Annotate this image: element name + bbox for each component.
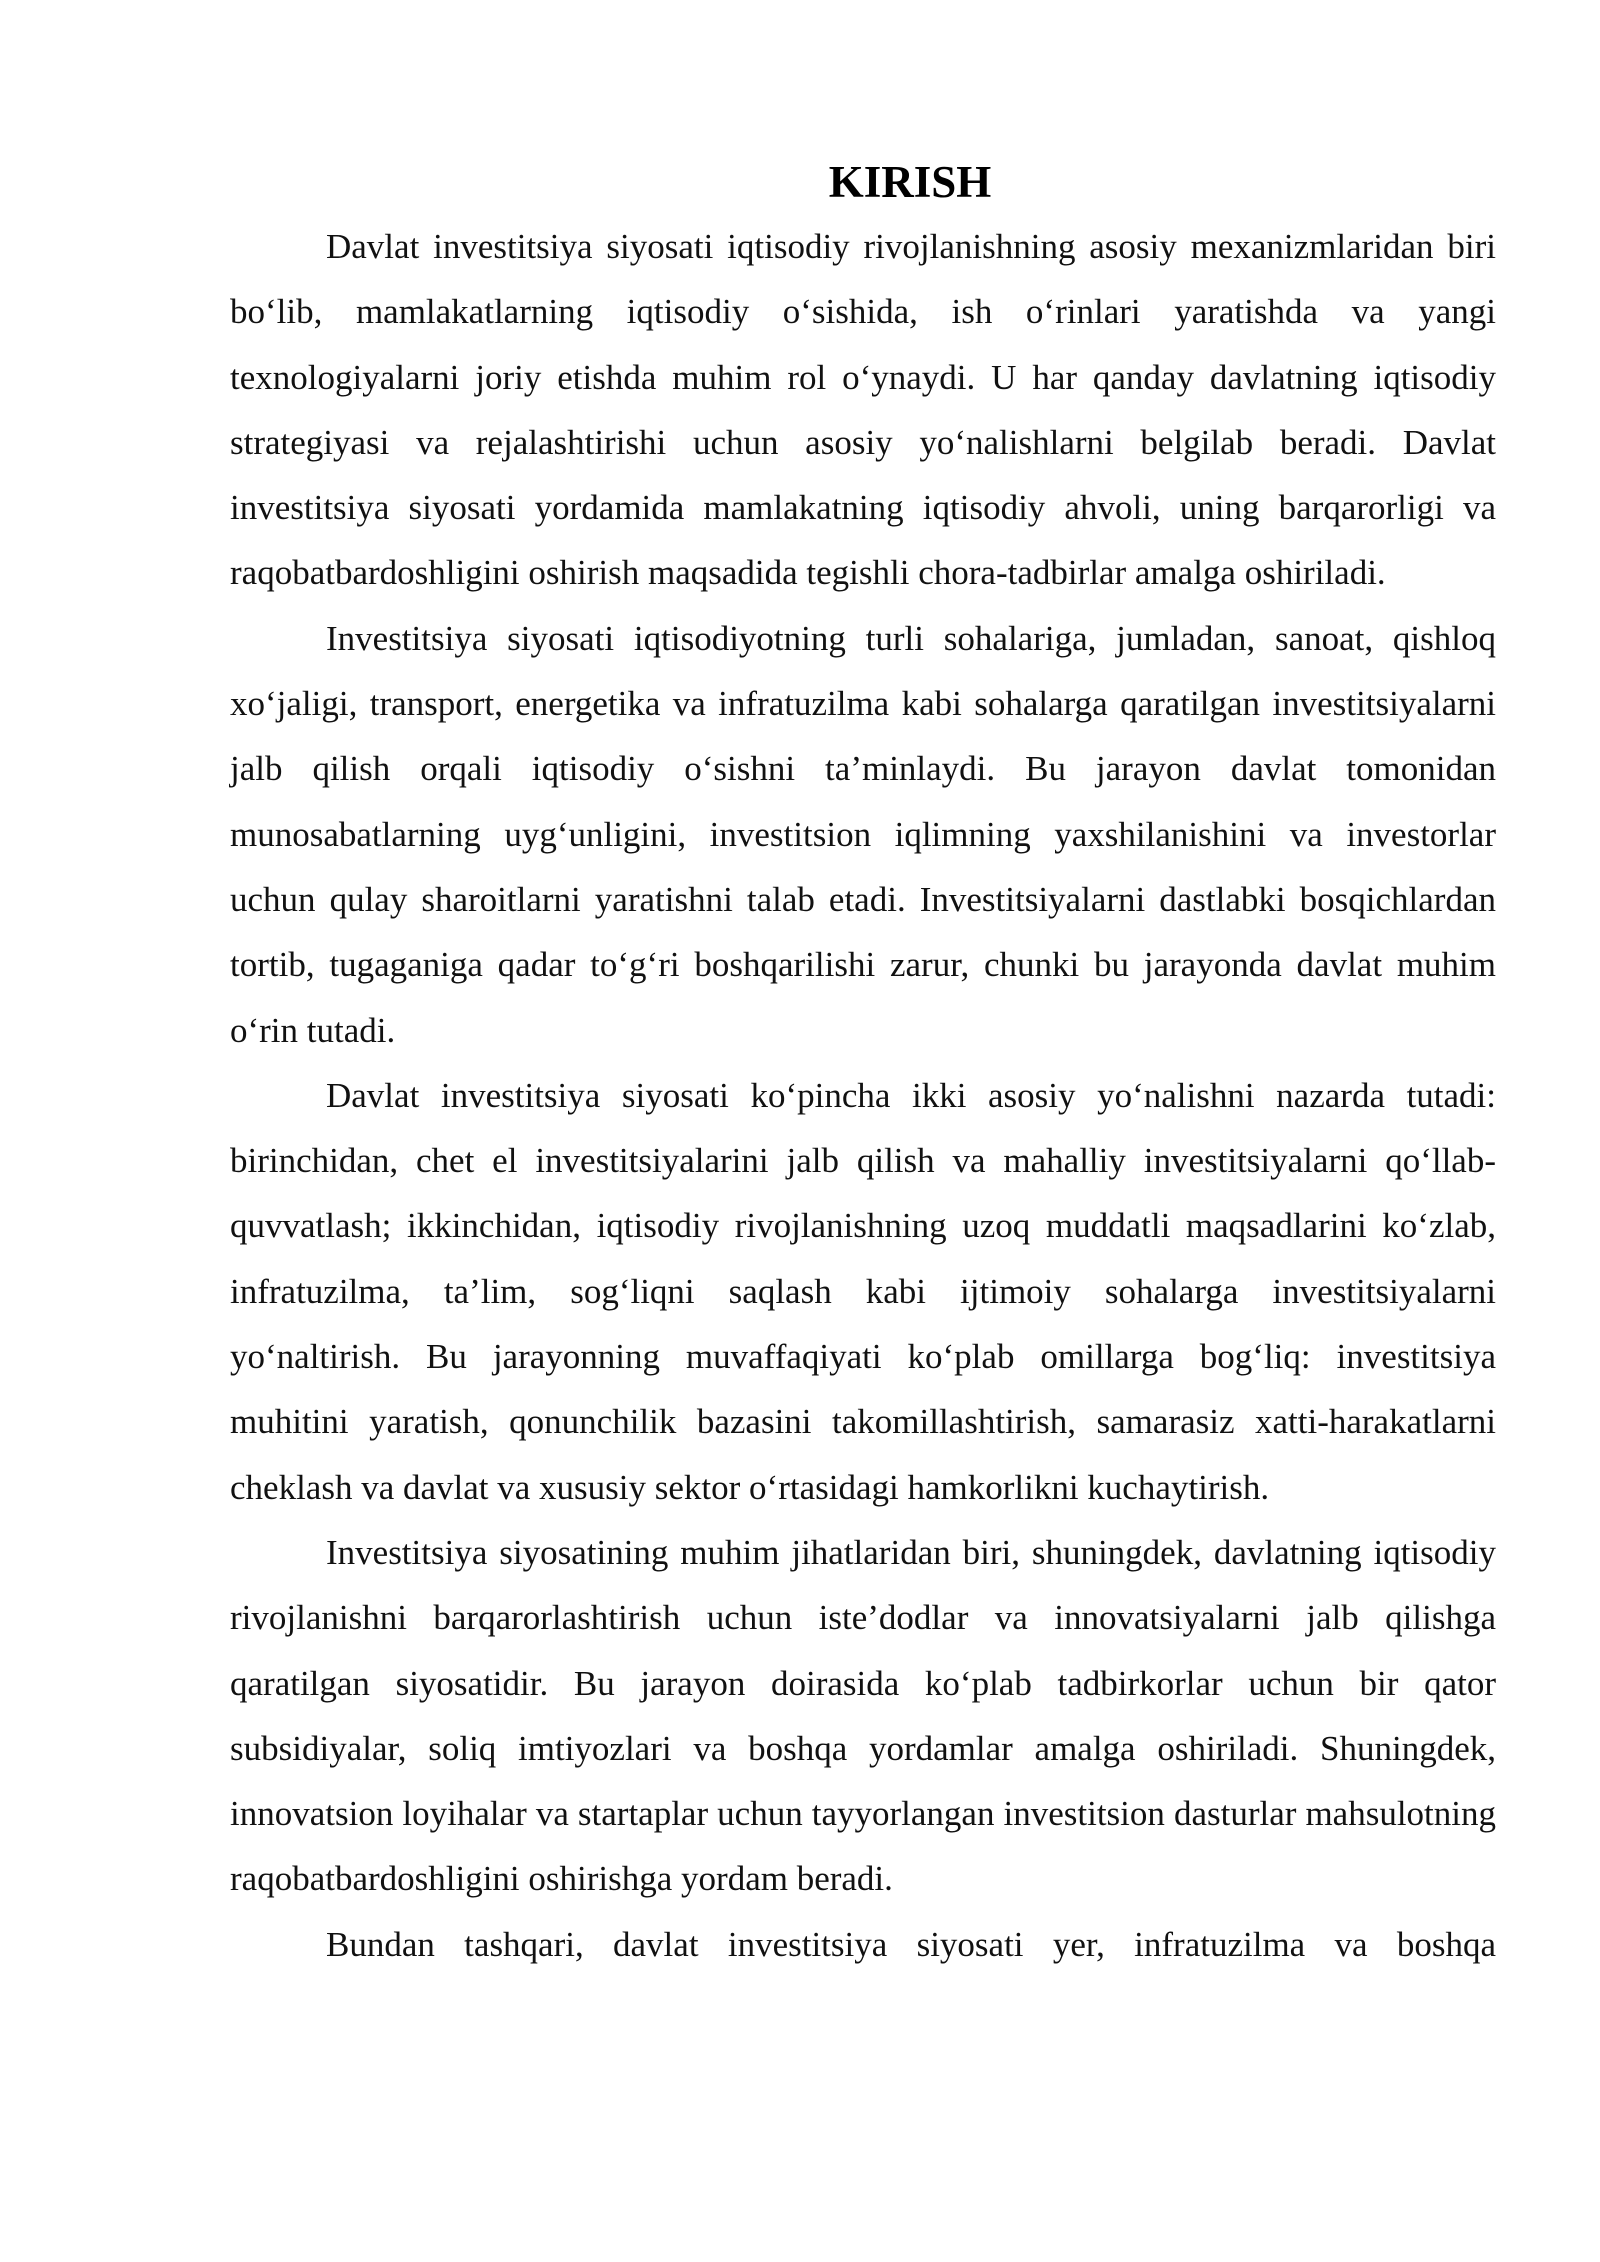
paragraph-5: Bundan tashqari, davlat investitsiya siyosati yer, infratuzilma va boshqa <box>326 1924 1496 1964</box>
paragraph-1: Davlat investitsiya siyosati iqtisodiy rivojlanishning asosiy mexanizmlaridan biri bo‘lib, mamlakatlarning iqtisodiy o‘sishida, ish o‘rinlari yaratishda va yangi texnologiyalarni joriy etishda muhim rol o‘ynaydi. U har qanday davlatning iqtisodiy strategiyasi va rejalashtirishi uchun asosiy yo‘nalishlarni belgilab beradi. Davlat investitsiya siyosati yordamida mamlakatning iqtisodiy ahvoli, uning barqarorligi va raqobatbardoshligini oshirish maqsadida tegishli chora-tadbirlar amalga oshiriladi. <box>230 227 1496 593</box>
document-title: KIRISH <box>828 157 992 207</box>
paragraph-3: Davlat investitsiya siyosati ko‘pincha ikki asosiy yo‘nalishni nazarda tutadi: birinchidan, chet el investitsiyalarini jalb qilish va mahalliy investitsiyalarni qo‘llab-quvvatlash; ikkinchidan, iqtisodiy rivojlanishning uzoq muddatli maqsadlarini ko‘zlab, infratuzilma, ta’lim, sog‘liqni saqlash kabi ijtimoiy sohalarga investitsiyalarni yo‘naltirish. Bu jarayonning muvaffaqiyati ko‘plab omillarga bog‘liq: investitsiya muhitini yaratish, qonunchilik bazasini takomillashtirish, samarasiz xatti-harakatlarni cheklash va davlat va xususiy sektor o‘rtasidagi hamkorlikni kuchaytirish. <box>230 1075 1496 1507</box>
paragraph-4: Investitsiya siyosatining muhim jihatlaridan biri, shuningdek, davlatning iqtisodiy rivojlanishni barqarorlashtirish uchun iste’dodlar va innovatsiyalarni jalb qilishga qaratilgan siyosatidir. Bu jarayon doirasida ko‘plab tadbirkorlar uchun bir qator subsidiyalar, soliq imtiyozlari va boshqa yordamlar amalga oshiriladi. Shuningdek, innovatsion loyihalar va startaplar uchun tayyorlangan investitsion dasturlar mahsulotning raqobatbardoshligini oshirishga yordam beradi. <box>230 1532 1496 1899</box>
paragraph-2: Investitsiya siyosati iqtisodiyotning turli sohalariga, jumladan, sanoat, qishloq xo‘jaligi, transport, energetika va infratuzilma kabi sohalarga qaratilgan investitsiyalarni jalb qilish orqali iqtisodiy o‘sishni ta’minlaydi. Bu jarayon davlat tomonidan munosabatlarning uyg‘unligini, investitsion iqlimning yaxshilanishini va investorlar uchun qulay sharoitlarni yaratishni talab etadi. Investitsiyalarni dastlabki bosqichlardan tortib, tugaganiga qadar to‘g‘ri boshqarilishi zarur, chunki bu jarayonda davlat muhim o‘rin tutadi. <box>230 618 1496 1050</box>
